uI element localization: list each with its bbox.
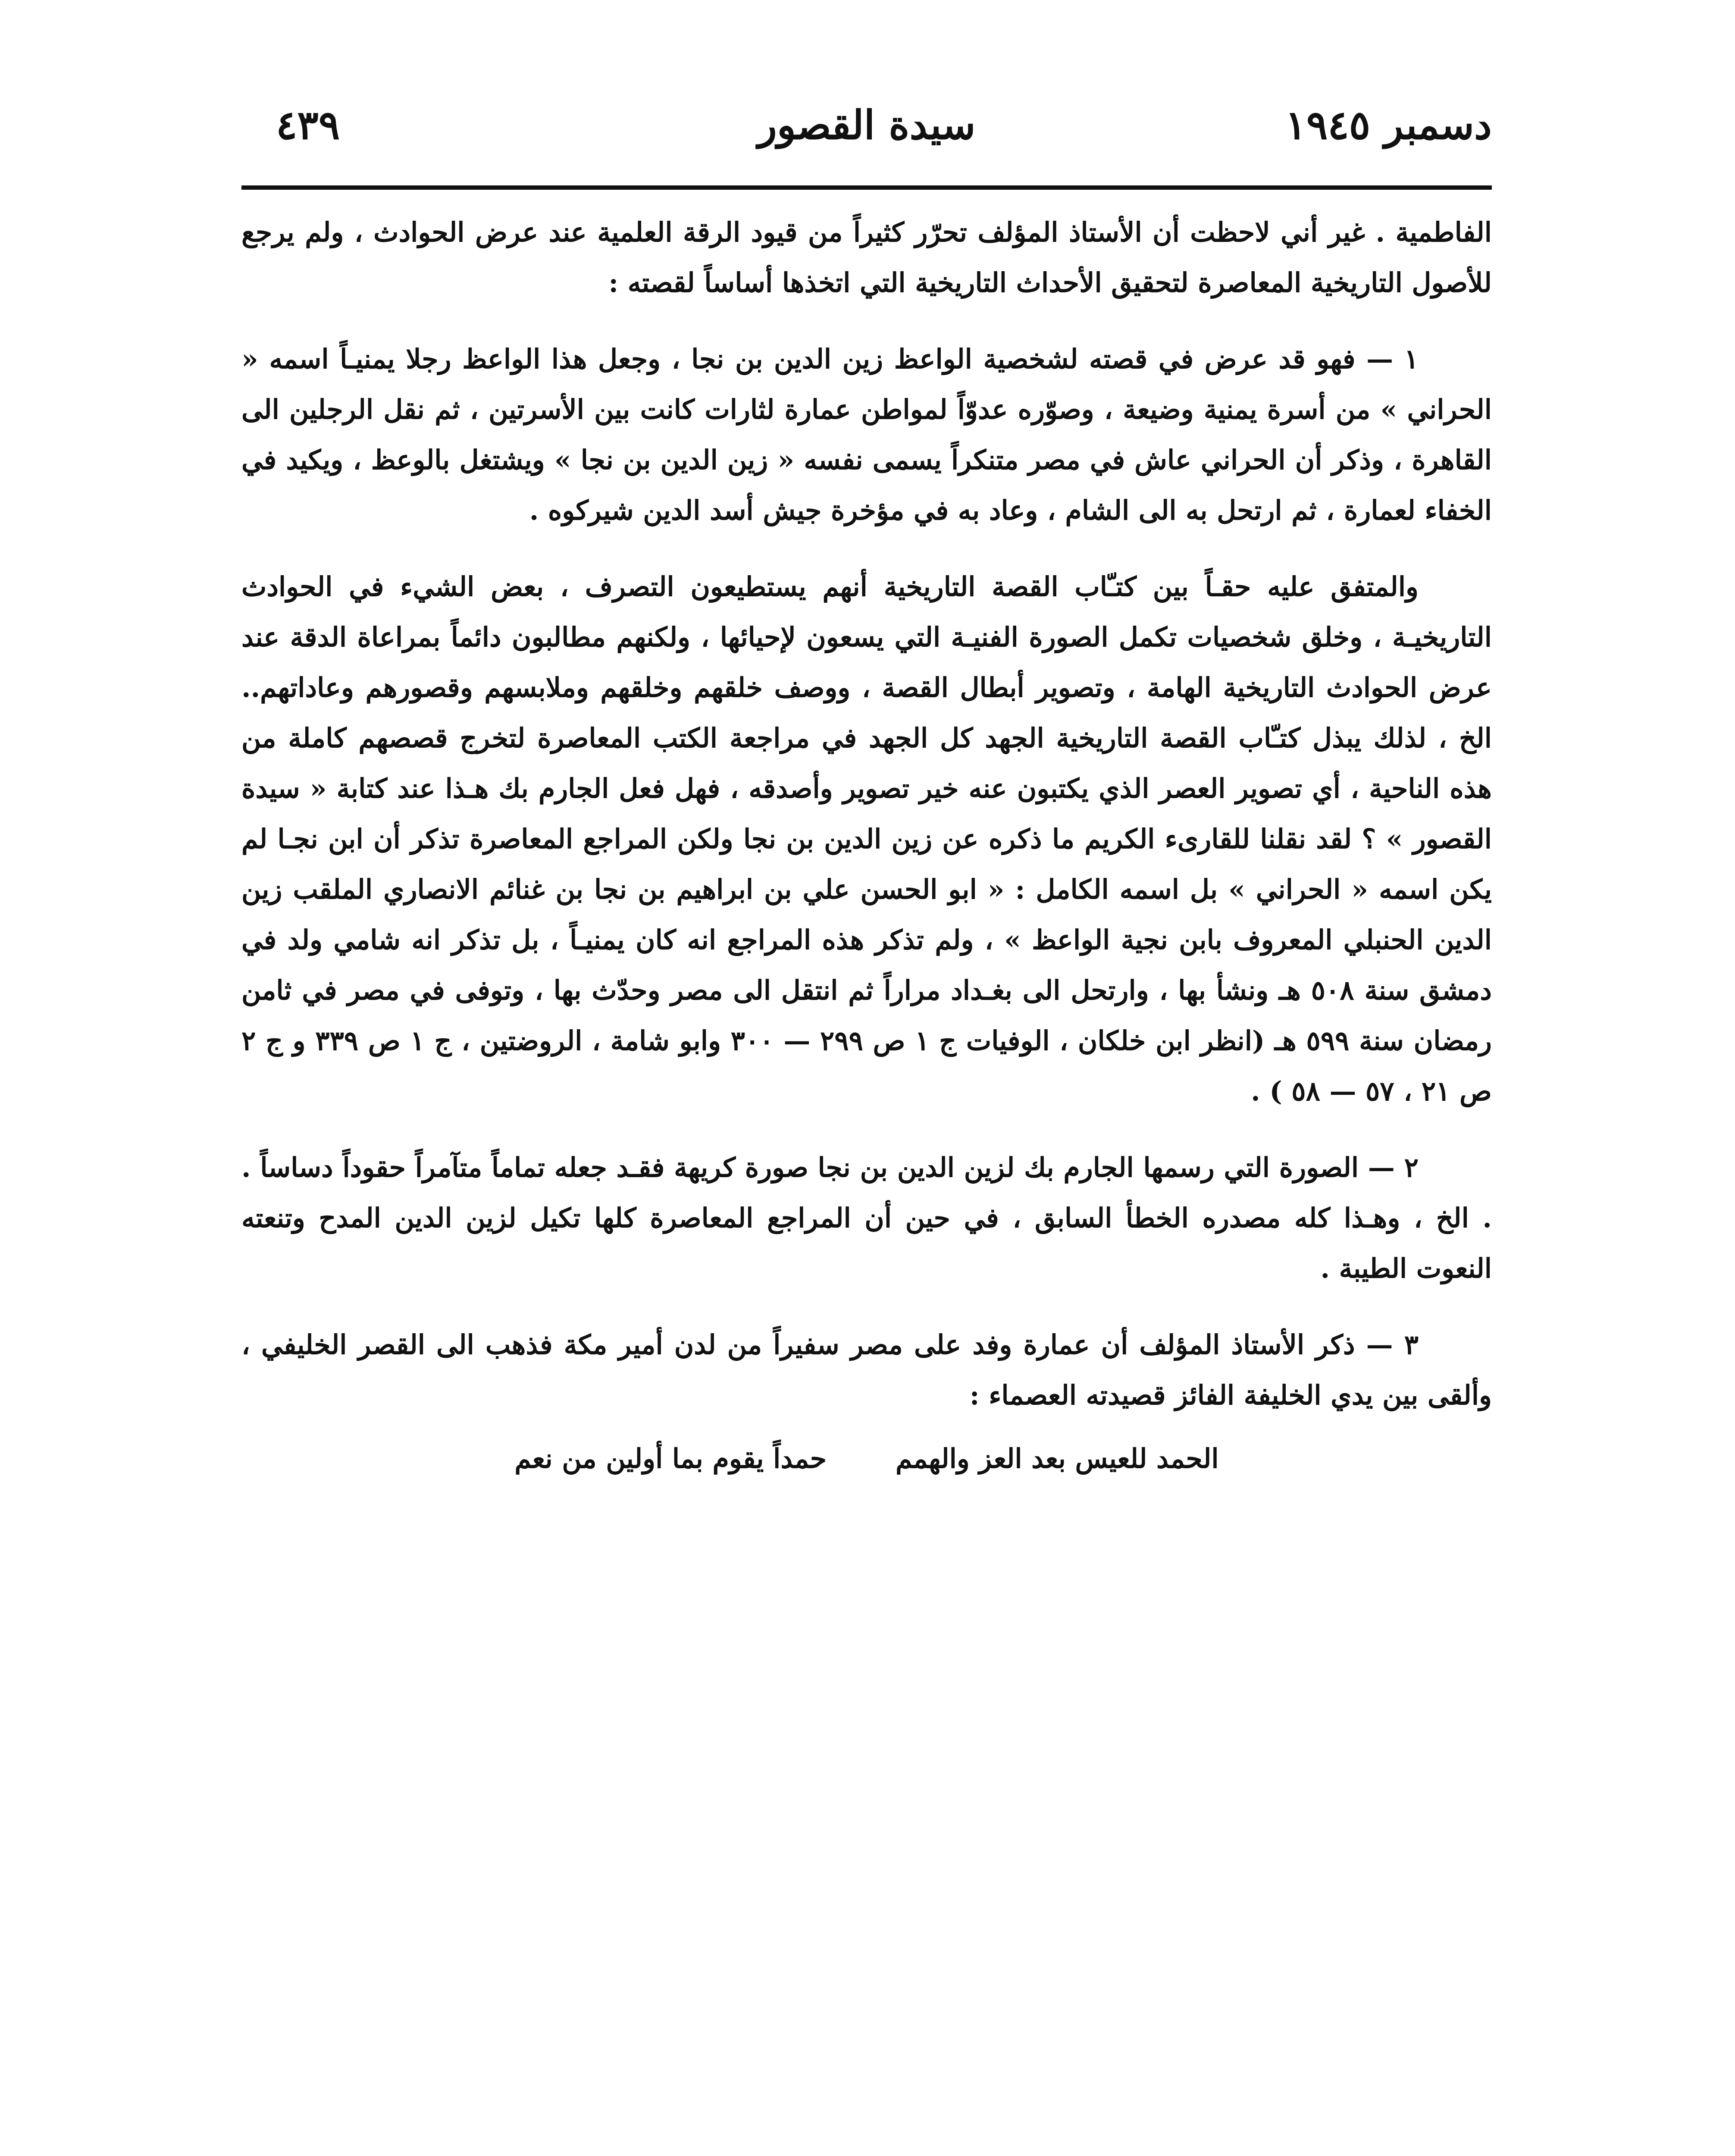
body-text xyxy=(241,207,1492,1484)
header-date: دسمبر ١٩٤٥ xyxy=(1285,102,1492,148)
paragraph-point-1: ١ — فهو قد عرض في قصته لشخصية الواعظ زين الدين بن نجا ، وجعل هذا الواعظ رجلا يمنيـاً اسمه « الحراني » من أسرة يمنية وضيعة ، وصوّره عدوّاً لمواطن عمارة لثارات كانت بين الأسرتين ، ثم نقل الرجلين الى القاهرة ، وذكر أن الحراني عاش في مصر متنكراً يسمى نفسه « زين الدين بن نجا » ويشتغل بالوعظ ، ويكيد في الخفاء لعمارة ، ثم ارتحل به الى الشام ، وعاد به في مؤخرة جيش أسد الدين شيركوه . xyxy=(241,343,1492,526)
running-title: سيدة القصور xyxy=(758,102,976,148)
paragraph-point-3: ٣ — ذكر الأستاذ المؤلف أن عمارة وفد على مصر سفيراً من لدن أمير مكة فذهب الى القصر الخليفي ، وألقى بين يدي الخليفة الفائز قصيدته العصماء : xyxy=(241,1329,1492,1411)
verse-first-hemistich: الحمد للعيس بعد العز والهمم xyxy=(896,1443,1219,1474)
paragraph-analysis: والمتفق عليه حقـاً بين كتـّاب القصة التاريخية أنهم يستطيعون التصرف ، بعض الشيء في الحوادث التاريخيـة ، وخلق شخصيات تكمل الصورة الفنيـة التي يسعون لإحيائها ، ولكنهم مطالبون دائماً بمراعاة الدقة عند عرض الحوادث التاريخية الهامة ، وتصوير أبطال القصة ، ووصف خلقهم وخلقهم وملابسهم وقصورهم وعاداتهم.. الخ ، لذلك يبذل كتـّاب القصة التاريخية الجهد كل الجهد في مراجعة الكتب المعاصرة لتخرج قصصهم كاملة من هذه الناحية ، أي تصوير العصر الذي يكتبون عنه خير تصوير وأصدقه ، فهل فعل الجارم بك هـذا عند كتابة « سيدة القصور » ؟ لقد نقلنا للقارىء الكريم ما ذكره عن زين الدين بن نجا ولكن المراجع المعاصرة تذكر أن ابن نجـا لم يكن اسمه « الحراني » بل اسمه الكامل : « ابو الحسن علي بن ابراهيم بن نجا بن غنائم الانصاري الملقب زين الدين الحنبلي المعروف بابن نجية الواعظ » ، ولم تذكر هذه المراجع انه كان يمنيـاً ، بل تذكر انه شامي ولد في دمشق سنة ٥٠٨ هـ ونشأ بها ، وارتحل الى بغـداد مراراً ثم انتقل الى مصر وحدّث بها ، وتوفى في مصر في ثامن رمضان سنة ٥٩٩ هـ (انظر ابن خلكان ، الوفيات ج ١ ص ٢٩٩ — ٣٠٠ وابو شامة ، الروضتين ، ج ١ ص ٣٣٩ و ج ٢ ص ٢١ ، ٥٧ — ٥٨ ) . xyxy=(241,571,1492,1107)
paragraph-point-2: ٢ — الصورة التي رسمها الجارم بك لزين الدين بن نجا صورة كريهة فقـد جعله تماماً متآمراً حقوداً دساساً . . الخ ، وهـذا كله مصدره الخطأ السابق ، في حين أن المراجع المعاصرة كلها تكيل لزين الدين المدح وتنعته النعوت الطيبة . xyxy=(241,1152,1492,1284)
verse-second-hemistich: حمداً يقوم بما أولين من نعم xyxy=(514,1443,827,1474)
paragraph-intro: الفاطمية . غير أني لاحظت أن الأستاذ المؤلف تحرّر كثيراً من قيود الرقة العلمية عند عرض الحوادث ، ولم يرجع للأصول التاريخية المعاصرة لتحقيق الأحداث التاريخية التي اتخذها أساساً لقصته : xyxy=(241,216,1492,298)
page-header xyxy=(241,95,1492,164)
header-rule xyxy=(241,185,1492,190)
page-number: ٤٣٩ xyxy=(276,102,340,148)
poem-verse xyxy=(241,1433,1492,1484)
